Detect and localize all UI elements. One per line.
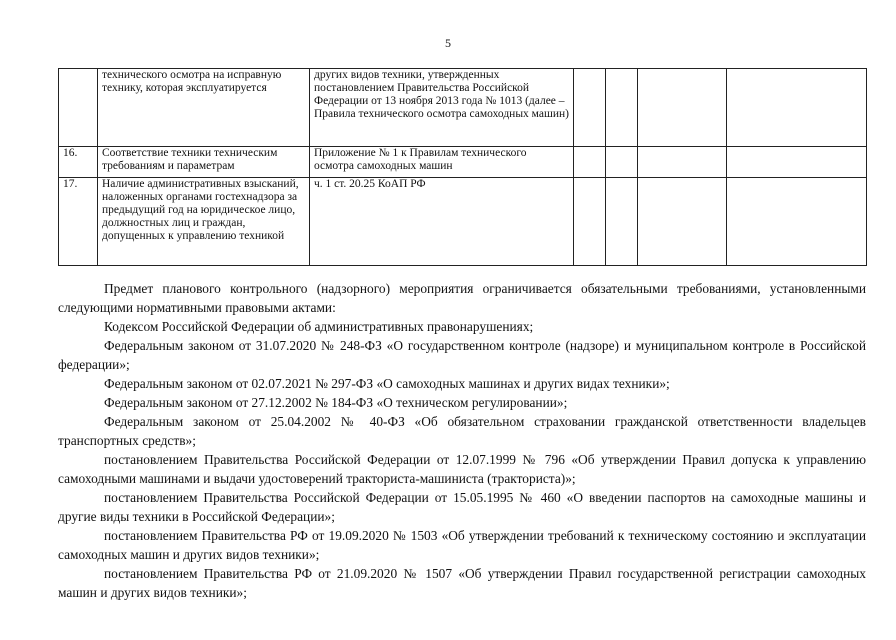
paragraph-pp-1507: постановлением Правительства РФ от 21.09.2020 № 1507 «Об утверждении Правил государственной регистрации самоходных машин и других видов техники»; bbox=[58, 566, 866, 600]
table-row bbox=[59, 69, 867, 147]
answer-cell bbox=[574, 178, 606, 266]
reference-cell: Приложение № 1 к Правилам технического осмотра самоходных машин bbox=[310, 147, 574, 178]
note-cell bbox=[727, 147, 867, 178]
paragraph-intro: Предмет планового контрольного (надзорного) мероприятия ограничивается обязательными требованиями, установленными следующими нормативными правовыми актами: bbox=[58, 281, 866, 315]
paragraph-pp-460: постановлением Правительства Российской Федерации от 15.05.1995 № 460 «О введении паспортов на самоходные машины и другие виды техники в Российской Федерации»; bbox=[58, 490, 866, 524]
row-number: 16. bbox=[59, 147, 98, 178]
table-row bbox=[59, 178, 867, 266]
answer-cell bbox=[638, 69, 727, 147]
paragraph-fz-40: Федеральным законом от 25.04.2002 № 40-ФЗ «Об обязательном страховании гражданской ответственности владельцев транспортных средств»; bbox=[58, 414, 866, 448]
answer-cell bbox=[574, 69, 606, 147]
row-number bbox=[59, 69, 98, 147]
reference-cell: ч. 1 ст. 20.25 КоАП РФ bbox=[310, 178, 574, 266]
paragraph-pp-1503: постановлением Правительства РФ от 19.09.2020 № 1503 «Об утверждении требований к техническому состоянию и эксплуатации самоходных машин и других видов техники»; bbox=[58, 528, 866, 562]
requirement-cell: Соответствие техники техническим требованиям и параметрам bbox=[98, 147, 310, 178]
answer-cell bbox=[574, 147, 606, 178]
paragraph-fz-297: Федеральным законом от 02.07.2021 № 297-ФЗ «О самоходных машинах и других видах техники»; bbox=[104, 376, 670, 391]
paragraph-fz-184: Федеральным законом от 27.12.2002 № 184-ФЗ «О техническом регулировании»; bbox=[104, 395, 568, 410]
answer-cell bbox=[606, 147, 638, 178]
answer-cell bbox=[638, 147, 727, 178]
paragraph-fz-248: Федеральным законом от 31.07.2020 № 248-ФЗ «О государственном контроле (надзоре) и муниципальном контроле в Российской федерации»; bbox=[58, 338, 866, 372]
body-text bbox=[58, 279, 866, 602]
paragraph-pp-796: постановлением Правительства Российской Федерации от 12.07.1999 № 796 «Об утверждении Правил допуска к управлению самоходными машинами и выдачи удостоверений тракториста-машиниста (тракториста)»; bbox=[58, 452, 866, 486]
requirement-cell: Наличие административных взысканий, наложенных органами гостехнадзора за предыдущий год на юридическое лицо, должностных лиц и граждан, допущенных к управлению техникой bbox=[98, 178, 310, 266]
paragraph-koap: Кодексом Российской Федерации об административных правонарушениях; bbox=[104, 319, 534, 334]
table-row bbox=[59, 147, 867, 178]
note-cell bbox=[727, 178, 867, 266]
answer-cell bbox=[606, 178, 638, 266]
page-number: 5 bbox=[445, 36, 451, 50]
row-number: 17. bbox=[59, 178, 98, 266]
note-cell bbox=[727, 69, 867, 147]
reference-cell: других видов техники, утвержденных постановлением Правительства Российской Федерации от 13 ноября 2013 года № 1013 (далее – Правила технического осмотра самоходных машин) bbox=[310, 69, 574, 147]
requirements-table bbox=[58, 68, 867, 266]
answer-cell bbox=[638, 178, 727, 266]
requirement-cell: технического осмотра на исправную технику, которая эксплуатируется bbox=[98, 69, 310, 147]
answer-cell bbox=[606, 69, 638, 147]
